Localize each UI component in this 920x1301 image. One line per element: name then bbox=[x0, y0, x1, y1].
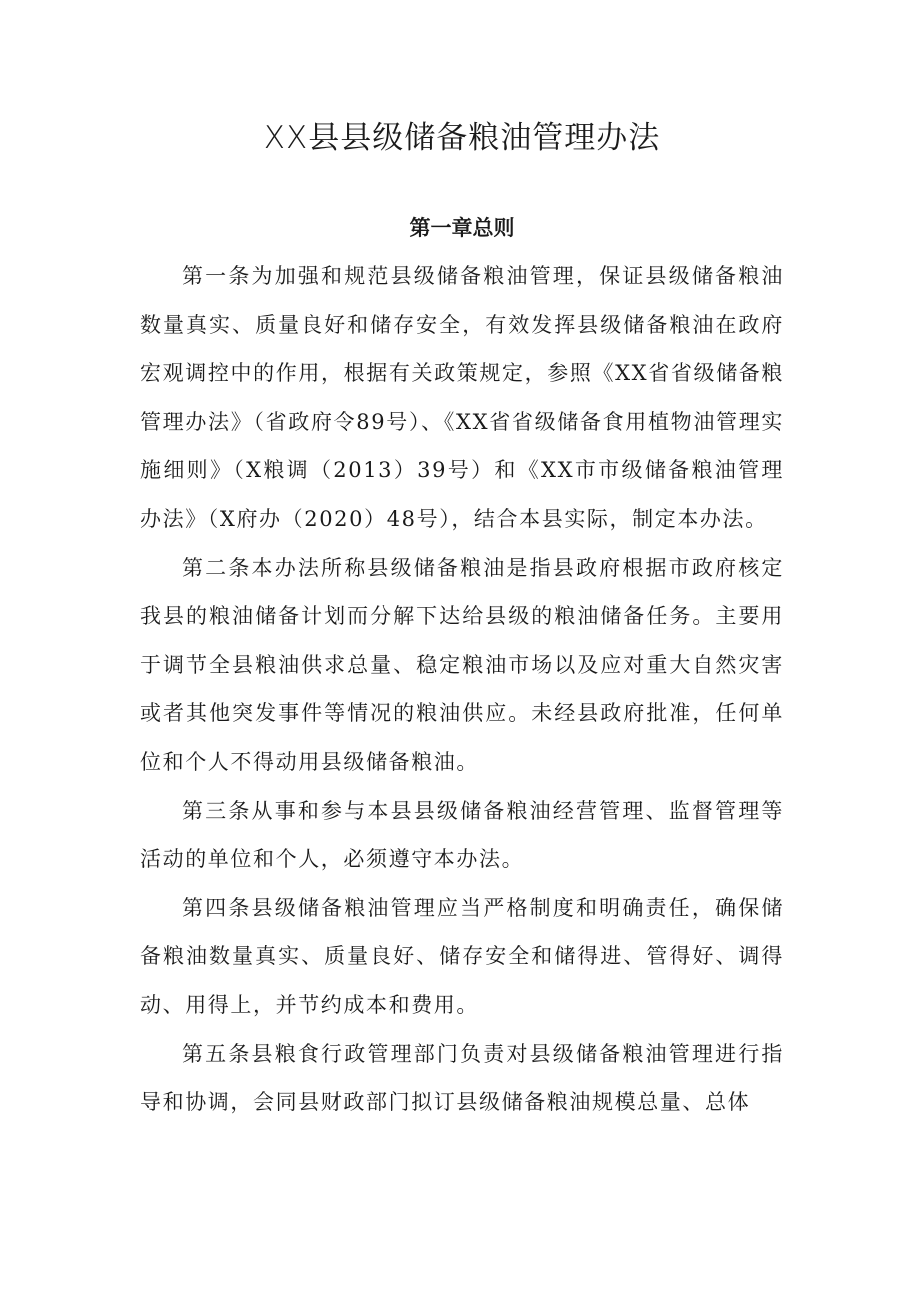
chapter-heading: 第一章总则 bbox=[409, 216, 515, 240]
article-3: 第三条从事和参与本县县级储备粮油经营管理、监督管理等活动的单位和个人，必须遵守本办法。 bbox=[140, 798, 784, 872]
article-5: 第五条县粮食行政管理部门负责对县级储备粮油管理进行指导和协调，会同县财政部门拟订县级储备粮油规模总量、总体 bbox=[140, 1041, 784, 1115]
document-body bbox=[140, 252, 784, 1127]
article-4: 第四条县级储备粮油管理应当严格制度和明确责任，确保储备粮油数量真实、质量良好、储存安全和储得进、管得好、调得动、用得上，并节约成本和费用。 bbox=[140, 895, 784, 1017]
document-title: XX县县级储备粮油管理办法 bbox=[263, 120, 661, 156]
article-1: 第一条为加强和规范县级储备粮油管理，保证县级储备粮油数量真实、质量良好和储存安全，有效发挥县级储备粮油在政府宏观调控中的作用，根据有关政策规定，参照《XX省省级储备粮管理办法》（省政府令89号）、《XX省省级储备食用植物油管理实施细则》（X粮调（2013）39号）和《XX市市级储备粮油管理办法》（X府办（2020）48号），结合本县实际，制定本办法。 bbox=[140, 264, 784, 531]
article-2: 第二条本办法所称县级储备粮油是指县政府根据市政府核定我县的粮油储备计划而分解下达给县级的粮油储备任务。主要用于调节全县粮油供求总量、稳定粮油市场以及应对重大自然灾害或者其他突发事件等情况的粮油供应。未经县政府批准，任何单位和个人不得动用县级储备粮油。 bbox=[140, 555, 784, 774]
